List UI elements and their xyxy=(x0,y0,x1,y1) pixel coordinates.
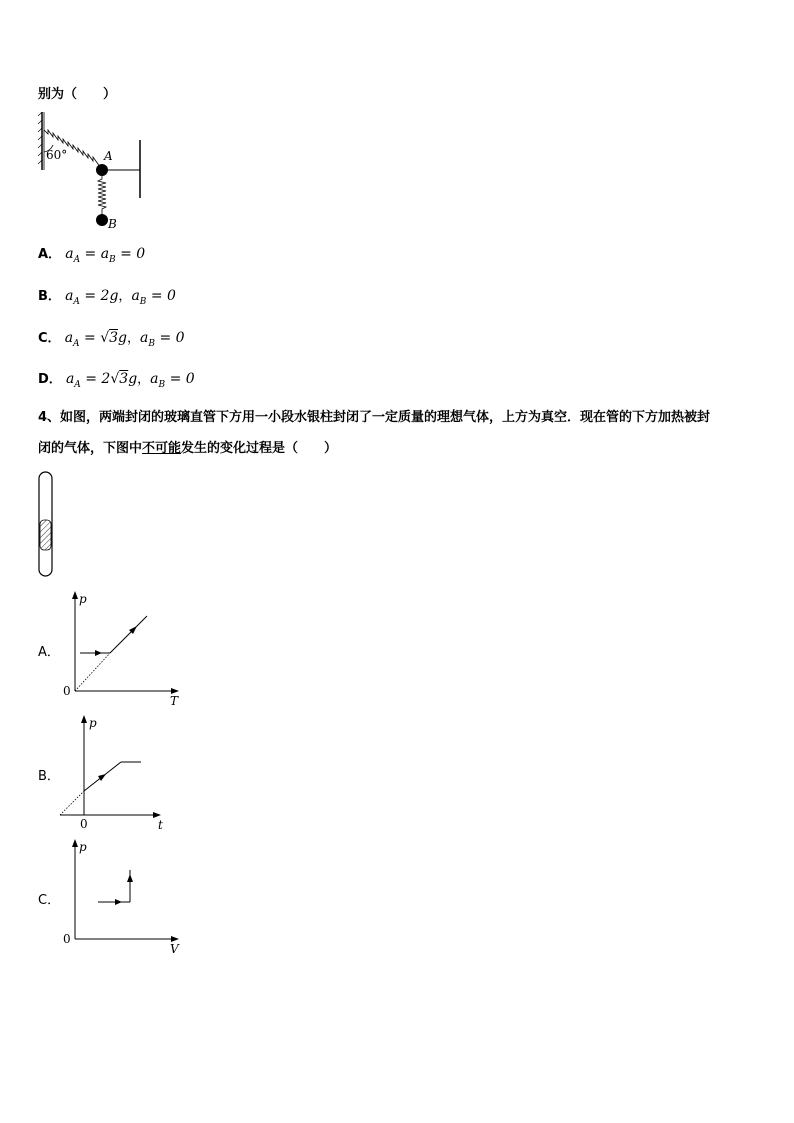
ball-b-label: B xyxy=(108,217,117,231)
x-axis-label: t xyxy=(158,818,163,832)
q3-option-c[interactable]: C． $a_A = √3g$，$a_B = 0$ xyxy=(38,330,185,349)
extrapolation-dashed xyxy=(60,791,84,815)
extrapolation-dashed xyxy=(75,653,110,691)
q3-option-b[interactable]: B． $a_A = 2g$，$a_B = 0$ xyxy=(38,288,176,307)
origin-label: 0 xyxy=(63,684,71,698)
question-4-stem-line-2: 闭的气体，下图中不可能发生的变化过程是（ ） xyxy=(38,441,338,456)
question-3-stem-tail: 别为（ ） xyxy=(38,87,117,102)
q3-option-a[interactable]: A． $a_A = a_B = 0$ xyxy=(38,246,146,265)
mercury-column xyxy=(40,520,51,550)
q4-option-b-graph xyxy=(58,712,188,832)
x-axis-label: V xyxy=(170,942,179,956)
rising-segment xyxy=(110,616,147,653)
arrow-head xyxy=(115,899,122,905)
q4-option-c-label[interactable]: C． xyxy=(38,893,61,908)
arrow-head xyxy=(98,774,106,781)
emphasis-not-possible: 不可能 xyxy=(142,441,182,456)
q4-option-b-label[interactable]: B． xyxy=(38,769,60,784)
y-axis-arrow xyxy=(72,591,78,599)
y-axis-arrow xyxy=(72,839,78,847)
y-axis-label: p xyxy=(79,592,87,606)
spring-ball-diagram xyxy=(36,108,156,233)
ball-a xyxy=(96,164,108,176)
ball-a-label: A xyxy=(104,149,113,163)
angle-label: 60° xyxy=(46,148,68,162)
y-axis-label: p xyxy=(79,840,87,854)
glass-tube-figure xyxy=(34,470,58,580)
vertical-spring xyxy=(98,176,106,214)
x-axis-label: T xyxy=(170,694,179,708)
arrow-head xyxy=(127,874,133,882)
q4-option-a-graph xyxy=(58,588,188,708)
question-4-stem-line-1: 4、如图，两端封闭的玻璃直管下方用一小段水银柱封闭了一定质量的理想气体，上方为真空．现在管的下方加热被封 xyxy=(38,410,711,425)
ball-b xyxy=(96,214,108,226)
y-axis-arrow xyxy=(81,715,87,723)
origin-label: 0 xyxy=(63,932,71,946)
q3-option-d[interactable]: D． $a_A = 2√3g$，$a_B = 0$ xyxy=(38,371,195,390)
left-wall xyxy=(38,112,44,170)
y-axis-label: p xyxy=(89,716,97,730)
arrow-head xyxy=(95,650,102,656)
q4-option-a-label[interactable]: A． xyxy=(38,645,60,660)
origin-label: 0 xyxy=(80,817,88,831)
q4-option-c-graph xyxy=(58,836,188,956)
